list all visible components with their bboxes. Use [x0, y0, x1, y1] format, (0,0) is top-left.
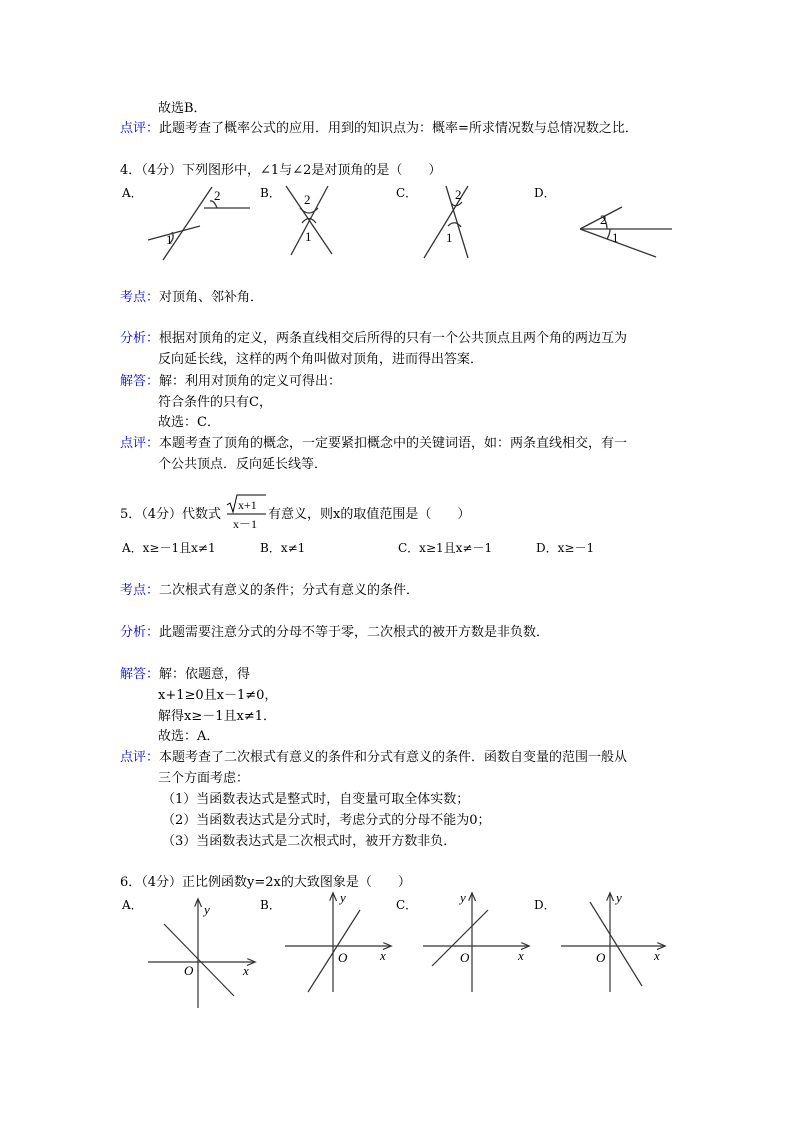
q6-stem: 6．（4分）正比例函数y=2x的大致图象是（ ）	[120, 875, 411, 890]
q6-option-a: A．	[122, 898, 143, 912]
q5-stem-post: 有意义，则x的取值范围是（ ）	[268, 507, 471, 522]
q5-dianping-line4: （2）当函数表达式是分式时，考虑分式的分母不能为0；	[162, 813, 491, 828]
q5-jieda: 解答：解：依题意，得	[120, 667, 251, 682]
q4d-angle1: 1	[612, 230, 619, 245]
q6c-y-label: y	[460, 890, 466, 905]
q6-option-b: B．	[260, 898, 281, 912]
q5-dianping-line2: 三个方面考虑：	[158, 771, 250, 786]
q6d-graph-line	[590, 902, 642, 986]
q5-kaodian: 考点：二次根式有意义的条件；分式有意义的条件．	[120, 583, 420, 598]
q6d-x-label: x	[654, 948, 660, 963]
q5-jieda-line3: 解得x≥－1且x≠1．	[158, 709, 276, 724]
q6a-graph-line	[164, 924, 234, 996]
q5-stem-pre: 5．（4分）代数式	[120, 507, 222, 522]
q4-option-d: D．	[534, 186, 556, 200]
q4-kaodian: 考点：对顶角、邻补角．	[120, 290, 264, 305]
q5-option-a: A．x≥－1且x≠1	[122, 541, 216, 555]
q5-jieda-line2: x+1≥0且x－1≠0，	[158, 688, 278, 703]
q4-option-c: C．	[396, 186, 418, 200]
q6a-origin: O	[184, 963, 194, 978]
comment-label: 点评：	[120, 121, 160, 136]
q6-option-c: C．	[396, 898, 418, 912]
q6-option-d: D．	[534, 898, 556, 912]
q6b-origin: O	[338, 950, 348, 965]
q4-jieda-line2: 符合条件的只有C，	[158, 395, 272, 410]
q4-jieda: 解答：解：利用对顶角的定义可得出：	[120, 374, 342, 389]
q4b-angle2: 2	[304, 192, 311, 207]
q5-option-d: D．x≥－1	[536, 541, 595, 555]
q5-option-b: B．x≠1	[260, 541, 306, 555]
q5-jieda-line4: 故选：A．	[158, 729, 220, 744]
q4b-angle1: 1	[305, 229, 312, 244]
q5-dianping-line3: （1）当函数表达式是整式时，自变量可取全体实数；	[162, 792, 470, 807]
q4-jieda-line3: 故选：C．	[158, 415, 220, 430]
q4c-angle2: 2	[455, 187, 462, 202]
q5-denominator: x－1	[233, 517, 258, 531]
q4a-angle1: 1	[166, 232, 173, 247]
q4-fenxi-line2: 反向延长线，这样的两个角叫做对顶角，进而得出答案．	[158, 352, 484, 367]
q5-dianping-line5: （3）当函数表达式是二次根式时，被开方数非负．	[162, 834, 457, 849]
q3-answer: 故选B．	[158, 101, 207, 116]
q4d-angle2: 2	[600, 212, 607, 227]
q6a-x-label: x	[243, 963, 249, 978]
q5-fenxi: 分析：此题需要注意分式的分母不等于零，二次根式的被开方数是非负数．	[120, 625, 550, 640]
q6d-y-label: y	[616, 890, 622, 905]
q4-stem: 4．（4分）下列图形中，∠1与∠2是对顶角的是（ ）	[120, 163, 442, 178]
q6d-origin: O	[596, 950, 606, 965]
q6c-origin: O	[460, 950, 470, 965]
q5-numerator: x+1	[238, 498, 257, 512]
q4a-angle2: 2	[214, 188, 221, 203]
q6b-x-label: x	[380, 948, 386, 963]
q4-option-b: B．	[260, 186, 281, 200]
q4-fenxi: 分析：根据对顶角的定义，两条直线相交后所得的只有一个公共顶点且两个角的两边互为	[120, 331, 628, 346]
q4-dianping-line2: 个公共顶点．反向延长线等．	[158, 457, 328, 472]
q5-dianping: 点评：本题考查了二次根式有意义的条件和分式有意义的条件．函数自变量的范围一般从	[120, 750, 628, 765]
q3-comment: 点评：此题考查了概率公式的应用．用到的知识点为：概率=所求情况数与总情况数之比．	[120, 121, 638, 136]
q4-option-a: A．	[122, 186, 143, 200]
q6c-x-label: x	[518, 948, 524, 963]
q6b-graph-line	[308, 910, 360, 992]
q6a-y-label: y	[204, 902, 210, 917]
q6b-y-label: y	[340, 890, 346, 905]
q5-option-c: C．x≥1且x≠－1	[398, 541, 493, 555]
q4c-angle1: 1	[446, 230, 453, 245]
q4-dianping: 点评：本题考查了顶角的概念，一定要紧扣概念中的关键词语，如：两条直线相交，有一	[120, 436, 628, 451]
